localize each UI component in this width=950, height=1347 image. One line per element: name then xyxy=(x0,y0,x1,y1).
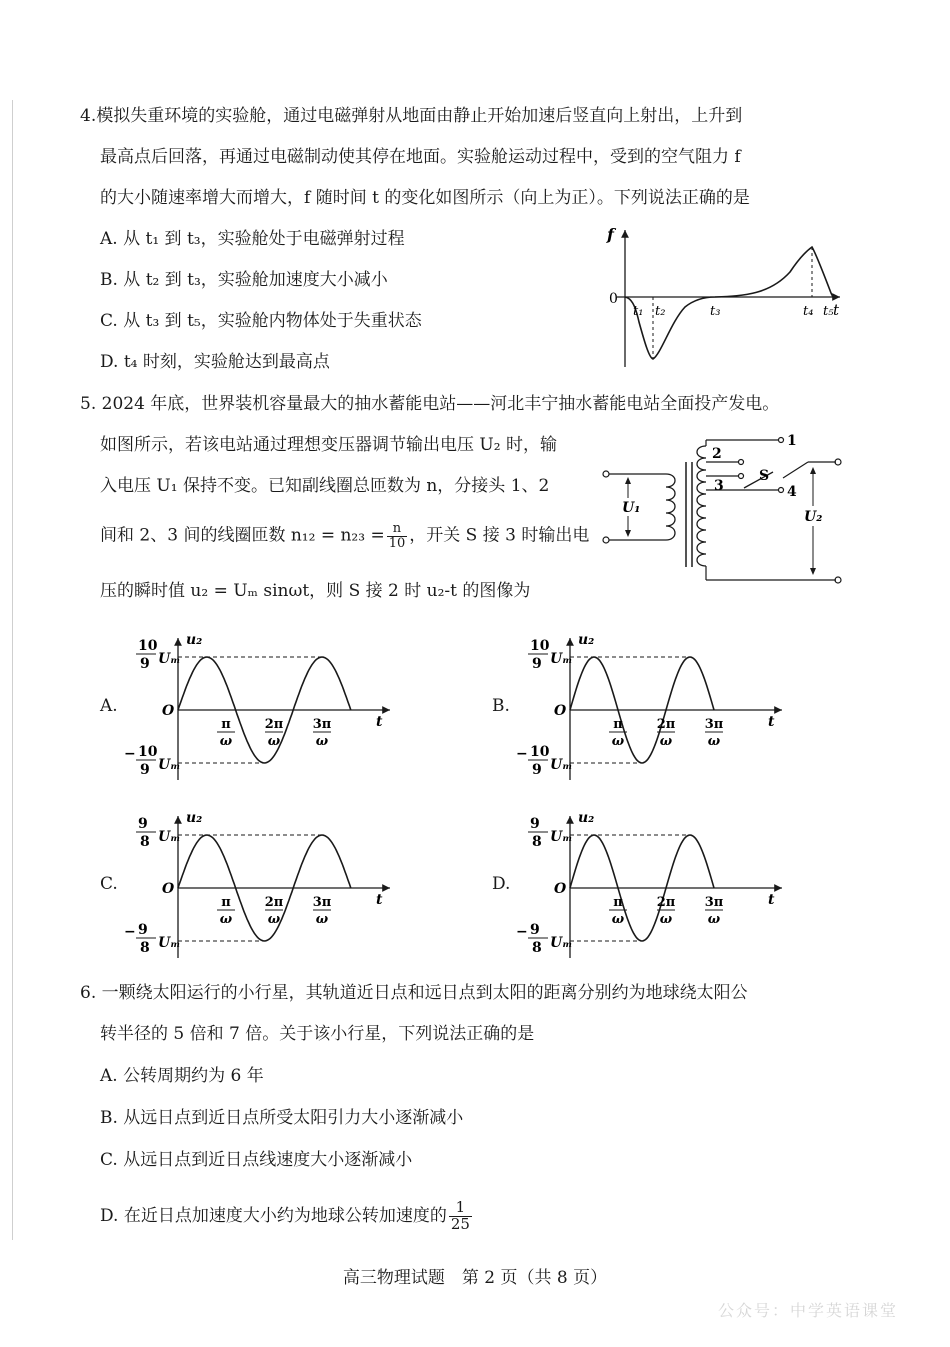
tick-t5: t₅ xyxy=(823,304,834,319)
amplitude-coef-denominator: 9 xyxy=(140,656,150,672)
neg-amplitude-coef-denominator: 9 xyxy=(140,762,150,778)
switch-s-label: S xyxy=(759,468,770,484)
tick-numerator: 3π xyxy=(312,717,332,732)
t-axis-label: t xyxy=(768,714,775,730)
tick-denominator: ω xyxy=(267,734,281,749)
tick-3pi-over-omega xyxy=(705,717,724,749)
tick-3pi-over-omega xyxy=(313,895,332,927)
amplitude-coef-numerator: 9 xyxy=(530,816,540,832)
neg-amplitude-um: Uₘ xyxy=(158,935,181,951)
tick-t1: t₁ xyxy=(633,304,644,319)
u2-axis-label: u₂ xyxy=(186,632,203,648)
u2-axis-label: u₂ xyxy=(186,810,203,826)
tick-denominator: ω xyxy=(659,734,673,749)
tick-numerator: 3π xyxy=(704,717,724,732)
tick-denominator: ω xyxy=(707,734,721,749)
neg-amplitude-um: Uₘ xyxy=(550,757,573,773)
tick-denominator: ω xyxy=(611,734,625,749)
q5-frac-num: n xyxy=(387,522,408,537)
amplitude-um: Uₘ xyxy=(158,829,181,845)
u2-label: U₂ xyxy=(804,509,823,525)
tap-3: 3 xyxy=(714,478,724,494)
neg-amplitude-um: Uₘ xyxy=(550,935,573,951)
q4-option-d: D. t₄ 时刻，实验舱达到最高点 xyxy=(100,352,330,372)
u1-label: U₁ xyxy=(622,500,641,516)
tick-denominator: ω xyxy=(611,912,625,927)
q5-option-c-graph xyxy=(118,808,398,968)
q5-option-b-graph xyxy=(510,630,790,790)
f-origin-label: 0 xyxy=(609,291,618,307)
q6-option-a: A. 公转周期约为 6 年 xyxy=(100,1066,264,1086)
tick-1pi-over-omega xyxy=(217,895,235,927)
tick-denominator: ω xyxy=(315,912,329,927)
q6-option-d-fraction xyxy=(449,1200,472,1233)
q6-frac-num: 1 xyxy=(449,1200,472,1217)
neg-amplitude-coef-denominator: 8 xyxy=(140,940,150,956)
q4-stem-line2: 最高点后回落，再通过电磁制动使其停在地面。实验舱运动过程中，受到的空气阻力 f xyxy=(100,147,741,167)
tick-denominator: ω xyxy=(659,912,673,927)
tick-t4: t₄ xyxy=(803,304,814,319)
neg-amplitude-coef-denominator: 8 xyxy=(532,940,542,956)
neg-amplitude-um: Uₘ xyxy=(158,757,181,773)
amplitude-um: Uₘ xyxy=(550,829,573,845)
origin-label: O xyxy=(554,881,567,897)
t-axis-label: t xyxy=(768,892,775,908)
tick-numerator: π xyxy=(221,895,231,910)
q5-option-a-label: A. xyxy=(100,696,118,716)
origin-label: O xyxy=(162,881,175,897)
tick-denominator: ω xyxy=(219,912,233,927)
neg-amplitude-coef-denominator: 9 xyxy=(532,762,542,778)
primary-coil xyxy=(666,474,675,540)
tap-2: 2 xyxy=(712,446,722,462)
amplitude-coef-numerator: 9 xyxy=(138,816,148,832)
q4-stem-line1: 4.模拟失重环境的实验舱，通过电磁弹射从地面由静止开始加速后竖直向上射出，上升到 xyxy=(80,106,743,126)
q5-line4-part-a: 间和 2、3 间的线圈匝数 n₁₂ = n₂₃ = xyxy=(100,525,385,546)
amplitude-coef-numerator: 10 xyxy=(530,638,550,654)
tick-1pi-over-omega xyxy=(217,717,235,749)
amplitude-coef-numerator: 10 xyxy=(138,638,158,654)
tick-denominator: ω xyxy=(219,734,233,749)
origin-label: O xyxy=(554,703,567,719)
q5-stem-line2: 如图所示，若该电站通过理想变压器调节输出电压 U₂ 时，输 xyxy=(100,435,557,455)
q5-option-d-label: D. xyxy=(492,874,511,894)
q5-line4-part-b: ，开关 S 接 3 时输出电 xyxy=(409,525,590,546)
tick-numerator: 3π xyxy=(312,895,332,910)
negative-sign: − xyxy=(124,746,136,762)
tick-3pi-over-omega xyxy=(313,717,332,749)
q4-option-c: C. 从 t₃ 到 t₅，实验舱内物体处于失重状态 xyxy=(100,311,422,331)
q5-stem-line1: 5. 2024 年底，世界装机容量最大的抽水蓄能电站——河北丰宁抽水蓄能电站全面投产发电。 xyxy=(80,394,780,414)
tick-denominator: ω xyxy=(267,912,281,927)
tick-numerator: 2π xyxy=(264,895,284,910)
neg-amplitude-coef-numerator: 10 xyxy=(138,744,158,760)
q4-stem-line3: 的大小随速率增大而增大，f 随时间 t 的变化如图所示（向上为正）。下列说法正确的是 xyxy=(100,188,750,208)
t-axis-label: t xyxy=(376,714,383,730)
negative-sign: − xyxy=(516,924,528,940)
tick-numerator: 2π xyxy=(264,717,284,732)
page-footer: 高三物理试题 第 2 页（共 8 页） xyxy=(342,1268,608,1288)
q6-option-b: B. 从远日点到近日点所受太阳引力大小逐渐减小 xyxy=(100,1108,464,1128)
tick-t3: t₃ xyxy=(710,304,721,319)
q5-stem-line5: 压的瞬时值 u₂ = Uₘ sinωt，则 S 接 2 时 u₂-t 的图像为 xyxy=(100,581,531,601)
tick-numerator: π xyxy=(613,717,623,732)
neg-amplitude-coef-numerator: 9 xyxy=(530,922,540,938)
q6-stem-line1: 6. 一颗绕太阳运行的小行星，其轨道近日点和远日点到太阳的距离分别约为地球绕太阳公 xyxy=(80,983,748,1003)
negative-sign: − xyxy=(124,924,136,940)
tick-t2: t₂ xyxy=(655,304,666,319)
q5-fraction-n-over-10 xyxy=(387,522,408,550)
neg-amplitude-coef-numerator: 10 xyxy=(530,744,550,760)
negative-sign: − xyxy=(516,746,528,762)
tap-4: 4 xyxy=(787,484,797,500)
q5-option-b-label: B. xyxy=(492,696,510,716)
q5-frac-den: 10 xyxy=(388,535,406,551)
q5-option-a-graph xyxy=(118,630,398,790)
q6-stem-line2: 转半径的 5 倍和 7 倍。关于该小行星，下列说法正确的是 xyxy=(100,1024,535,1044)
q4-option-a: A. 从 t₁ 到 t₃，实验舱处于电磁弹射过程 xyxy=(100,229,405,249)
amplitude-coef-denominator: 8 xyxy=(140,834,150,850)
u2-axis-label: u₂ xyxy=(578,810,595,826)
tick-denominator: ω xyxy=(707,912,721,927)
watermark: 公众号：中学英语课堂 xyxy=(717,1301,898,1320)
t-axis-label: t xyxy=(833,301,840,319)
page-margin-line xyxy=(12,100,13,1240)
tap-1: 1 xyxy=(787,433,797,449)
amplitude-um: Uₘ xyxy=(158,651,181,667)
q6-frac-den: 25 xyxy=(450,1214,470,1233)
q5-transformer-circuit xyxy=(598,432,848,592)
tick-numerator: 2π xyxy=(656,717,676,732)
tick-numerator: π xyxy=(221,717,231,732)
q5-option-c-label: C. xyxy=(100,874,118,894)
q6-option-d-text: D. 在近日点加速度大小约为地球公转加速度的 xyxy=(100,1205,447,1226)
secondary-coil xyxy=(697,446,706,566)
q4-f-t-graph xyxy=(595,222,850,372)
f-axis-label: f xyxy=(607,225,614,244)
tick-3pi-over-omega xyxy=(705,895,724,927)
q6-option-d xyxy=(100,1200,474,1233)
q6-option-c: C. 从远日点到近日点线速度大小逐渐减小 xyxy=(100,1150,413,1170)
amplitude-coef-denominator: 9 xyxy=(532,656,542,672)
amplitude-coef-denominator: 8 xyxy=(532,834,542,850)
q5-stem-line3: 入电压 U₁ 保持不变。已知副线圈总匝数为 n，分接头 1、2 xyxy=(100,476,550,496)
origin-label: O xyxy=(162,703,175,719)
amplitude-um: Uₘ xyxy=(550,651,573,667)
tick-denominator: ω xyxy=(315,734,329,749)
t-axis-label: t xyxy=(376,892,383,908)
f-curve xyxy=(625,247,833,359)
u2-axis-label: u₂ xyxy=(578,632,595,648)
tick-numerator: 3π xyxy=(704,895,724,910)
q5-stem-line4 xyxy=(100,522,589,550)
neg-amplitude-coef-numerator: 9 xyxy=(138,922,148,938)
q4-option-b: B. 从 t₂ 到 t₃，实验舱加速度大小减小 xyxy=(100,270,388,290)
q5-option-d-graph xyxy=(510,808,790,968)
tick-numerator: π xyxy=(613,895,623,910)
tick-numerator: 2π xyxy=(656,895,676,910)
